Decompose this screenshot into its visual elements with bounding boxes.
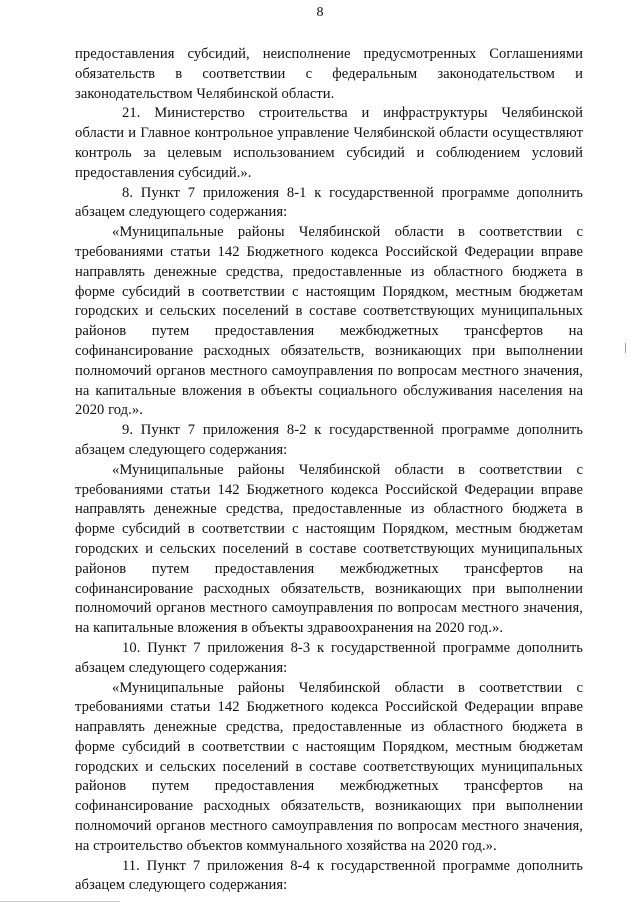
paragraph-continuation: предоставления субсидий, неисполнение предусмотренных Соглашениями обязательств в соответствии с федеральным законодательством и законодательством Челябинской области. <box>75 46 583 102</box>
paragraph-item-11: 11. Пункт 7 приложения 8-4 к государственной программе дополнить абзацем следующего содержания: <box>75 857 583 894</box>
quoted-paragraph-8-2: «Муниципальные районы Челябинской области в соответствии с требованиями статьи 142 Бюджетного кодекса Российской Федерации вправе направлять денежные средства, предоставленные из областного бюджета в форме субсидий в соответствии с настоящим Порядком, местным бюджетам городских и сельских поселений в составе соответствующих муниципальных районов путем предоставления межбюджетных трансфертов на софинансирование расходных обязательств, возникающих при выполнении полномочий органов местного самоуправления по вопросам местного значения, на капитальные вложения в объекты здравоохранения на 2020 год.». <box>75 461 583 637</box>
paragraph-item-10: 10. Пункт 7 приложения 8-3 к государственной программе дополнить абзацем следующего содержания: <box>75 639 583 676</box>
paragraph-item-8: 8. Пункт 7 приложения 8-1 к государственной программе дополнить абзацем следующего содержания: <box>75 184 583 221</box>
quoted-paragraph-8-1: «Муниципальные районы Челябинской области в соответствии с требованиями статьи 142 Бюджетного кодекса Российской Федерации вправе направлять денежные средства, предоставленные из областного бюджета в форме субсидий в соответствии с настоящим Порядком, местным бюджетам городских и сельских поселений в составе соответствующих муниципальных районов путем предоставления межбюджетных трансфертов на софинансирование расходных обязательств, возникающих при выполнении полномочий органов местного самоуправления по вопросам местного значения, на капитальные вложения в объекты социального обслуживания населения на 2020 год.». <box>75 224 583 419</box>
scan-margin-mark <box>625 343 626 353</box>
scan-bottom-edge <box>0 901 120 902</box>
quoted-paragraph-8-3: «Муниципальные районы Челябинской области в соответствии с требованиями статьи 142 Бюджетного кодекса Российской Федерации вправе направлять денежные средства, предоставленные из областного бюджета в форме субсидий в соответствии с настоящим Порядком, местным бюджетам городских и сельских поселений в составе соответствующих муниципальных районов путем предоставления межбюджетных трансфертов на софинансирование расходных обязательств, возникающих при выполнении полномочий органов местного самоуправления по вопросам местного значения, на строительство объектов коммунального хозяйства на 2020 год.». <box>75 679 583 854</box>
page-number: 8 <box>316 5 324 20</box>
paragraph-item-21: 21. Министерство строительства и инфраструктуры Челябинской области и Главное контрольное управление Челябинской области осуществляют контроль за целевым использованием субсидий и соблюдением условий предоставления субсидий.». <box>75 105 583 181</box>
document-body <box>75 45 583 896</box>
paragraph-item-9: 9. Пункт 7 приложения 8-2 к государственной программе дополнить абзацем следующего содержания: <box>75 422 583 458</box>
